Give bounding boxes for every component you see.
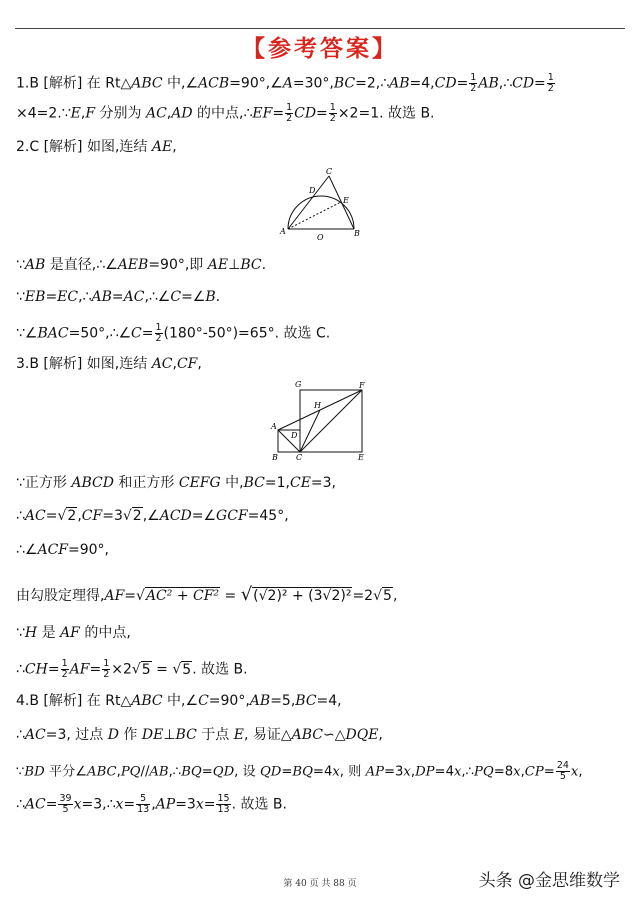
q3-line-4: ∴∠ACF=90°,: [16, 542, 110, 558]
label-e: E: [358, 453, 364, 462]
fraction-half: $\frac{1}{2}$: [547, 72, 554, 94]
label-c: C: [296, 453, 303, 462]
watermark: 头条 @金思维数学: [478, 871, 620, 891]
q3-line-7: ∴CH= $\frac{1}{2}$ AF= $\frac{1}{2}$ ×2√5 = √5. 故选 B.: [16, 658, 248, 680]
fraction-half: $\frac{1}{2}$: [286, 102, 293, 124]
label-d: D: [291, 431, 298, 440]
label-o: O: [317, 233, 324, 242]
q2-line-2: ∵AB 是直径,∴∠AEB=90°,即 AE⊥BC.: [16, 257, 267, 273]
page-title: 【参考答案】: [242, 35, 398, 62]
fraction-half: $\frac{1}{2}$: [61, 658, 68, 680]
q2-line-3: ∵EB=EC,∴AB=AC,∴∠C=∠B.: [16, 289, 221, 305]
fraction-half: $\frac{1}{2}$: [155, 322, 162, 344]
q1-line-1: 1.B [解析] 在 Rt△ABC 中,∠ACB=90°,∠A=30°,BC=2,∴AB=4,CD= $\frac{1}{2}$ AB,∴CD= $\frac{1}{2}$: [16, 72, 554, 94]
fraction-39-5: $\frac{39}{5}$: [59, 793, 72, 815]
label-b: B: [272, 453, 278, 462]
fraction-15-13: $\frac{15}{13}$: [217, 793, 230, 815]
label-b: B: [354, 229, 360, 238]
label-a: A: [271, 422, 277, 431]
q2-line-1: 2.C [解析] 如图,连结 AE,: [16, 139, 177, 155]
q3-line-2: ∵正方形 ABCD 和正方形 CEFG 中,BC=1,CE=3,: [16, 475, 337, 491]
q1-line-2: ×4=2.∵E,F 分别为 AC,AD 的中点,∴EF= $\frac{1}{2}$ CD= $\frac{1}{2}$ ×2=1. 故选 B.: [16, 102, 435, 124]
top-rule: [15, 28, 625, 29]
fraction-24-5: $\frac{24}{5}$: [556, 760, 569, 782]
label-f: F: [359, 381, 365, 390]
label-d: D: [309, 186, 316, 195]
fraction-5-13: $\frac{5}{13}$: [137, 793, 150, 815]
label-a: A: [280, 227, 286, 236]
q3-line-3: ∴AC=√2,CF=3√2,∠ACD=∠GCF=45°,: [16, 508, 289, 524]
q2-semicircle-figure: [278, 166, 364, 242]
q4-line-3: ∵BD 平分∠ABC,PQ//AB,∴BQ=QD, 设 QD=BQ=4x, 则 AP=3x,DP=4x,∴PQ=8x,CP= $\frac{24}{5}$ x,: [16, 760, 583, 782]
label-e: E: [343, 196, 349, 205]
q3-line-6: ∵H 是 AF 的中点,: [16, 625, 131, 641]
q3-squares-figure: [266, 380, 370, 462]
q2-line-4: ∵∠BAC=50°,∴∠C= $\frac{1}{2}$ (180°-50°)=65°. 故选 C.: [16, 322, 331, 344]
q4-line-2: ∴AC=3, 过点 D 作 DE⊥BC 于点 E, 易证△ABC∽△DQE,: [16, 727, 383, 743]
fraction-half: $\frac{1}{2}$: [470, 72, 477, 94]
q4-line-1: 4.B [解析] 在 Rt△ABC 中,∠C=90°,AB=5,BC=4,: [16, 693, 342, 709]
label-h: H: [314, 401, 321, 410]
label-c: C: [326, 167, 333, 176]
q4-line-4: ∴AC= $\frac{39}{5}$ x=3,∴x= $\frac{5}{13}$ ,AP=3x= $\frac{15}{13}$ . 故选 B.: [16, 793, 287, 815]
label-g: G: [295, 380, 302, 389]
fraction-half: $\frac{1}{2}$: [103, 658, 110, 680]
q3-line-1: 3.B [解析] 如图,连结 AC,CF,: [16, 356, 202, 372]
fraction-half: $\frac{1}{2}$: [329, 102, 336, 124]
q3-line-5: 由勾股定理得,AF=√AC² + CF² = √(√2)² + (3√2)²=2√5,: [16, 584, 398, 605]
page-footer: 第 40 页 共 88 页: [283, 879, 357, 889]
